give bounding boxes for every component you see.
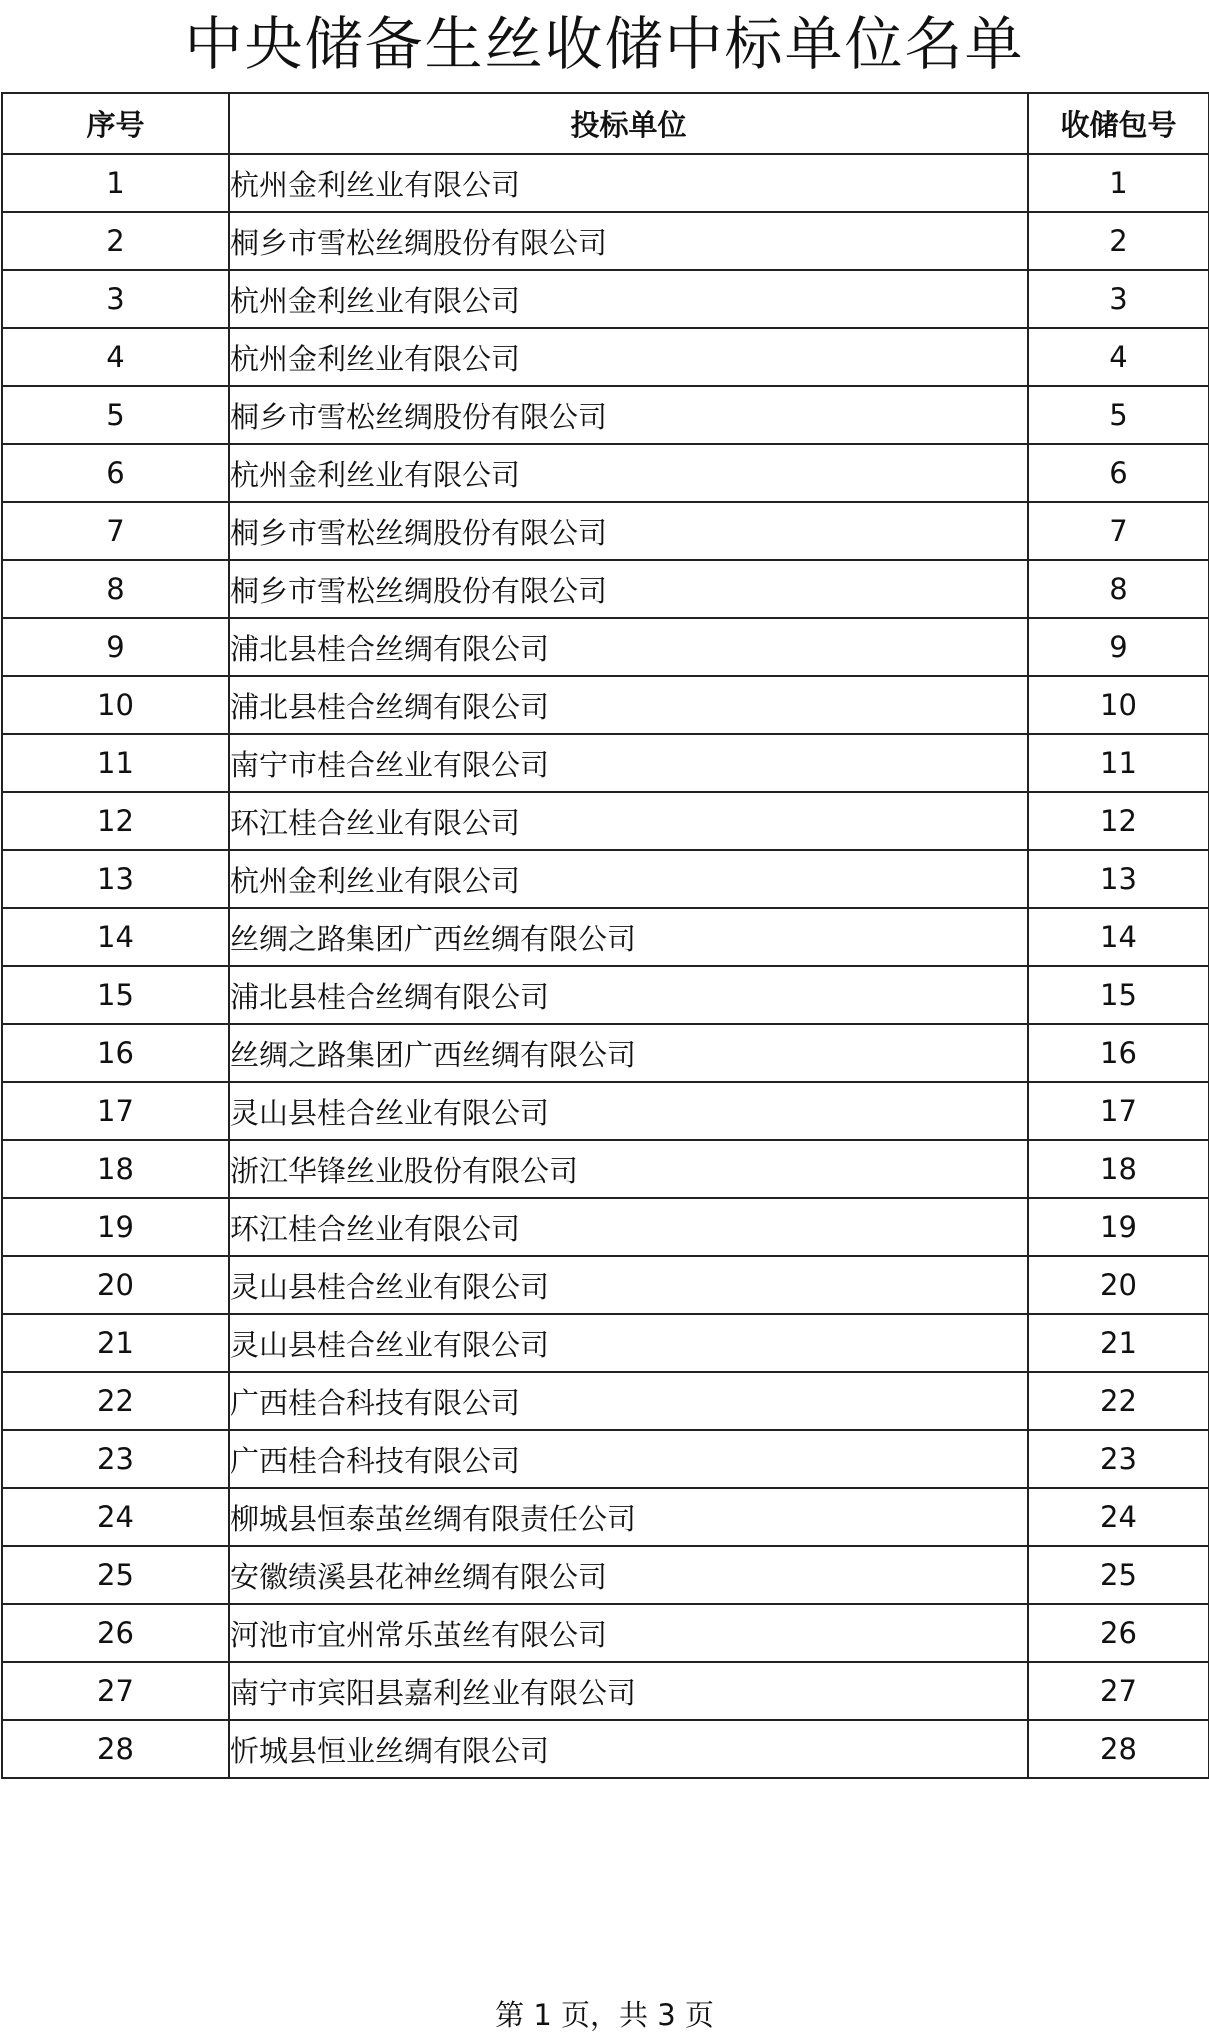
row-bidder-cell: 丝绸之路集团广西丝绸有限公司 bbox=[229, 1024, 1028, 1082]
row-bidder-cell: 桐乡市雪松丝绸股份有限公司 bbox=[229, 502, 1028, 560]
row-bidder-cell: 灵山县桂合丝业有限公司 bbox=[229, 1082, 1028, 1140]
table-row bbox=[2, 734, 1209, 792]
row-seq-cell: 15 bbox=[2, 966, 229, 1024]
page-indicator: 第 1 页，共 3 页 bbox=[495, 1998, 714, 2032]
row-seq-cell: 6 bbox=[2, 444, 229, 502]
table-row bbox=[2, 328, 1209, 386]
table-row bbox=[2, 444, 1209, 502]
row-package-cell: 2 bbox=[1028, 212, 1209, 270]
row-seq-cell: 23 bbox=[2, 1430, 229, 1488]
row-package-cell: 11 bbox=[1028, 734, 1209, 792]
row-package-cell: 19 bbox=[1028, 1198, 1209, 1256]
row-package-cell: 1 bbox=[1028, 154, 1209, 212]
row-package-cell: 22 bbox=[1028, 1372, 1209, 1430]
row-package-cell: 5 bbox=[1028, 386, 1209, 444]
row-seq-cell: 18 bbox=[2, 1140, 229, 1198]
row-bidder-cell: 灵山县桂合丝业有限公司 bbox=[229, 1314, 1028, 1372]
table-row bbox=[2, 1662, 1209, 1720]
row-bidder-cell: 桐乡市雪松丝绸股份有限公司 bbox=[229, 560, 1028, 618]
row-seq-cell: 4 bbox=[2, 328, 229, 386]
row-seq-cell: 20 bbox=[2, 1256, 229, 1314]
row-package-cell: 9 bbox=[1028, 618, 1209, 676]
table-row bbox=[2, 676, 1209, 734]
column-header-seq: 序号 bbox=[2, 93, 229, 154]
table-row bbox=[2, 908, 1209, 966]
row-bidder-cell: 浦北县桂合丝绸有限公司 bbox=[229, 618, 1028, 676]
row-bidder-cell: 广西桂合科技有限公司 bbox=[229, 1372, 1028, 1430]
table-row bbox=[2, 1604, 1209, 1662]
row-bidder-cell: 环江桂合丝业有限公司 bbox=[229, 792, 1028, 850]
table-row bbox=[2, 1198, 1209, 1256]
table-row bbox=[2, 560, 1209, 618]
row-seq-cell: 22 bbox=[2, 1372, 229, 1430]
row-package-cell: 12 bbox=[1028, 792, 1209, 850]
row-package-cell: 20 bbox=[1028, 1256, 1209, 1314]
row-bidder-cell: 桐乡市雪松丝绸股份有限公司 bbox=[229, 386, 1028, 444]
row-seq-cell: 13 bbox=[2, 850, 229, 908]
table-row bbox=[2, 502, 1209, 560]
row-seq-cell: 8 bbox=[2, 560, 229, 618]
table-header bbox=[2, 93, 1209, 154]
table-row bbox=[2, 212, 1209, 270]
table-row bbox=[2, 270, 1209, 328]
table-row bbox=[2, 1082, 1209, 1140]
row-seq-cell: 17 bbox=[2, 1082, 229, 1140]
row-package-cell: 6 bbox=[1028, 444, 1209, 502]
row-seq-cell: 21 bbox=[2, 1314, 229, 1372]
row-bidder-cell: 安徽绩溪县花神丝绸有限公司 bbox=[229, 1546, 1028, 1604]
row-bidder-cell: 浦北县桂合丝绸有限公司 bbox=[229, 676, 1028, 734]
table-row bbox=[2, 154, 1209, 212]
row-seq-cell: 26 bbox=[2, 1604, 229, 1662]
row-package-cell: 26 bbox=[1028, 1604, 1209, 1662]
row-bidder-cell: 杭州金利丝业有限公司 bbox=[229, 270, 1028, 328]
row-package-cell: 21 bbox=[1028, 1314, 1209, 1372]
table-row bbox=[2, 1140, 1209, 1198]
row-bidder-cell: 桐乡市雪松丝绸股份有限公司 bbox=[229, 212, 1028, 270]
row-seq-cell: 16 bbox=[2, 1024, 229, 1082]
row-package-cell: 4 bbox=[1028, 328, 1209, 386]
row-bidder-cell: 南宁市桂合丝业有限公司 bbox=[229, 734, 1028, 792]
page-title: 中央储备生丝收储中标单位名单 bbox=[184, 10, 1025, 78]
table-body bbox=[2, 154, 1209, 1778]
column-header-bidder: 投标单位 bbox=[229, 93, 1028, 154]
row-package-cell: 23 bbox=[1028, 1430, 1209, 1488]
table-row bbox=[2, 850, 1209, 908]
row-package-cell: 24 bbox=[1028, 1488, 1209, 1546]
row-package-cell: 27 bbox=[1028, 1662, 1209, 1720]
row-bidder-cell: 丝绸之路集团广西丝绸有限公司 bbox=[229, 908, 1028, 966]
row-seq-cell: 1 bbox=[2, 154, 229, 212]
row-package-cell: 17 bbox=[1028, 1082, 1209, 1140]
row-seq-cell: 3 bbox=[2, 270, 229, 328]
header-row bbox=[2, 93, 1209, 154]
row-bidder-cell: 广西桂合科技有限公司 bbox=[229, 1430, 1028, 1488]
row-seq-cell: 5 bbox=[2, 386, 229, 444]
row-package-cell: 28 bbox=[1028, 1720, 1209, 1778]
table-row bbox=[2, 1024, 1209, 1082]
row-seq-cell: 19 bbox=[2, 1198, 229, 1256]
table-row bbox=[2, 1430, 1209, 1488]
row-seq-cell: 12 bbox=[2, 792, 229, 850]
table-row bbox=[2, 792, 1209, 850]
row-seq-cell: 24 bbox=[2, 1488, 229, 1546]
row-bidder-cell: 柳城县恒泰茧丝绸有限责任公司 bbox=[229, 1488, 1028, 1546]
row-seq-cell: 25 bbox=[2, 1546, 229, 1604]
table-row bbox=[2, 1720, 1209, 1778]
table-row bbox=[2, 1372, 1209, 1430]
row-bidder-cell: 杭州金利丝业有限公司 bbox=[229, 444, 1028, 502]
row-bidder-cell: 杭州金利丝业有限公司 bbox=[229, 328, 1028, 386]
row-seq-cell: 2 bbox=[2, 212, 229, 270]
row-package-cell: 13 bbox=[1028, 850, 1209, 908]
row-package-cell: 8 bbox=[1028, 560, 1209, 618]
row-bidder-cell: 杭州金利丝业有限公司 bbox=[229, 850, 1028, 908]
row-bidder-cell: 灵山县桂合丝业有限公司 bbox=[229, 1256, 1028, 1314]
table-row bbox=[2, 966, 1209, 1024]
row-package-cell: 10 bbox=[1028, 676, 1209, 734]
row-package-cell: 15 bbox=[1028, 966, 1209, 1024]
row-seq-cell: 7 bbox=[2, 502, 229, 560]
row-package-cell: 3 bbox=[1028, 270, 1209, 328]
table-row bbox=[2, 386, 1209, 444]
row-package-cell: 25 bbox=[1028, 1546, 1209, 1604]
row-bidder-cell: 浙江华锋丝业股份有限公司 bbox=[229, 1140, 1028, 1198]
row-package-cell: 18 bbox=[1028, 1140, 1209, 1198]
row-bidder-cell: 忻城县恒业丝绸有限公司 bbox=[229, 1720, 1028, 1778]
row-bidder-cell: 南宁市宾阳县嘉利丝业有限公司 bbox=[229, 1662, 1028, 1720]
row-bidder-cell: 浦北县桂合丝绸有限公司 bbox=[229, 966, 1028, 1024]
row-seq-cell: 27 bbox=[2, 1662, 229, 1720]
row-package-cell: 7 bbox=[1028, 502, 1209, 560]
row-bidder-cell: 环江桂合丝业有限公司 bbox=[229, 1198, 1028, 1256]
column-header-package: 收储包号 bbox=[1028, 93, 1209, 154]
table-row bbox=[2, 1488, 1209, 1546]
row-package-cell: 14 bbox=[1028, 908, 1209, 966]
winning-bidders-table bbox=[1, 92, 1209, 1779]
row-package-cell: 16 bbox=[1028, 1024, 1209, 1082]
row-seq-cell: 10 bbox=[2, 676, 229, 734]
row-bidder-cell: 杭州金利丝业有限公司 bbox=[229, 154, 1028, 212]
row-seq-cell: 14 bbox=[2, 908, 229, 966]
table-row bbox=[2, 1314, 1209, 1372]
table-row bbox=[2, 1546, 1209, 1604]
row-bidder-cell: 河池市宜州常乐茧丝有限公司 bbox=[229, 1604, 1028, 1662]
table-row bbox=[2, 618, 1209, 676]
row-seq-cell: 11 bbox=[2, 734, 229, 792]
row-seq-cell: 9 bbox=[2, 618, 229, 676]
row-seq-cell: 28 bbox=[2, 1720, 229, 1778]
table-row bbox=[2, 1256, 1209, 1314]
